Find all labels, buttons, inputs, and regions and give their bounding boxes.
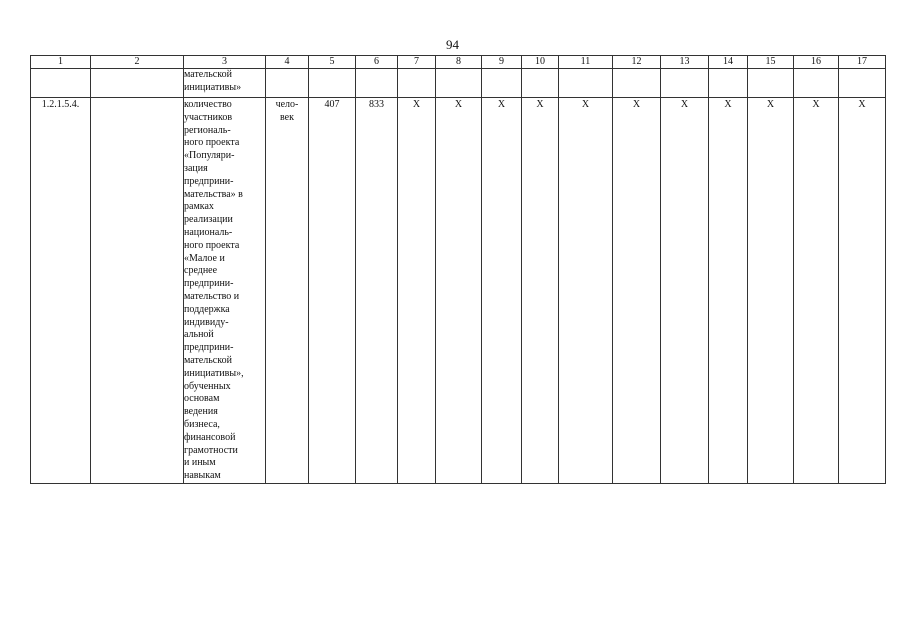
- value-cell: Х: [794, 98, 839, 484]
- table-cell: [91, 69, 184, 98]
- table-cell: [522, 69, 559, 98]
- value-cell: Х: [436, 98, 482, 484]
- table-cell: [31, 69, 91, 98]
- value-cell: 833: [356, 98, 398, 484]
- table-cell: [613, 69, 661, 98]
- table-cell: [436, 69, 482, 98]
- value-cell: Х: [522, 98, 559, 484]
- value-cell: Х: [482, 98, 522, 484]
- column-header: 13: [661, 56, 709, 69]
- column-header: 2: [91, 56, 184, 69]
- table-cell: [356, 69, 398, 98]
- table-cell: [309, 69, 356, 98]
- column-header: 16: [794, 56, 839, 69]
- value-cell: Х: [748, 98, 794, 484]
- value-cell: Х: [398, 98, 436, 484]
- table-row: [31, 98, 886, 484]
- column-header: 7: [398, 56, 436, 69]
- table-cell: [482, 69, 522, 98]
- value-cell: Х: [559, 98, 613, 484]
- column-header: 12: [613, 56, 661, 69]
- table-cell: [266, 69, 309, 98]
- page-number: 94: [446, 37, 459, 52]
- value-cell: 407: [309, 98, 356, 484]
- column-header: 11: [559, 56, 613, 69]
- table-cell: [839, 69, 886, 98]
- column-header: 9: [482, 56, 522, 69]
- table-cell: [661, 69, 709, 98]
- column-header: 15: [748, 56, 794, 69]
- table-cell: [91, 98, 184, 484]
- header-row: [31, 56, 886, 69]
- value-cell: Х: [709, 98, 748, 484]
- table-cell: [794, 69, 839, 98]
- table-cell: [184, 69, 266, 98]
- column-header: 4: [266, 56, 309, 69]
- table-cell: [748, 69, 794, 98]
- column-header: 14: [709, 56, 748, 69]
- value-cell: Х: [839, 98, 886, 484]
- column-header: 3: [184, 56, 266, 69]
- table-cell: [559, 69, 613, 98]
- value-cell: Х: [613, 98, 661, 484]
- column-header: 10: [522, 56, 559, 69]
- value-cell: Х: [661, 98, 709, 484]
- column-header: 1: [31, 56, 91, 69]
- column-header: 6: [356, 56, 398, 69]
- table-row-continuation: [31, 69, 886, 98]
- table-cell: [709, 69, 748, 98]
- column-header: 5: [309, 56, 356, 69]
- continuation-text: мательской инициативы»: [184, 69, 242, 93]
- column-header: 8: [436, 56, 482, 69]
- column-header: 17: [839, 56, 886, 69]
- data-table: [30, 55, 886, 484]
- unit-cell: чело- век: [266, 98, 309, 484]
- row-number-cell: 1.2.1.5.4.: [31, 98, 91, 484]
- indicator-name-cell: количество участников региональ- ного проекта «Популяри- зация предприни- мательства» в рамках реализации националь- ного проекта «Малое и среднее предприни- мательство и поддержка индивиду- альной предприни- мательской инициативы», обученных основам ведения бизнеса, финансовой грамотности и иным навыкам: [184, 98, 266, 484]
- table-cell: [398, 69, 436, 98]
